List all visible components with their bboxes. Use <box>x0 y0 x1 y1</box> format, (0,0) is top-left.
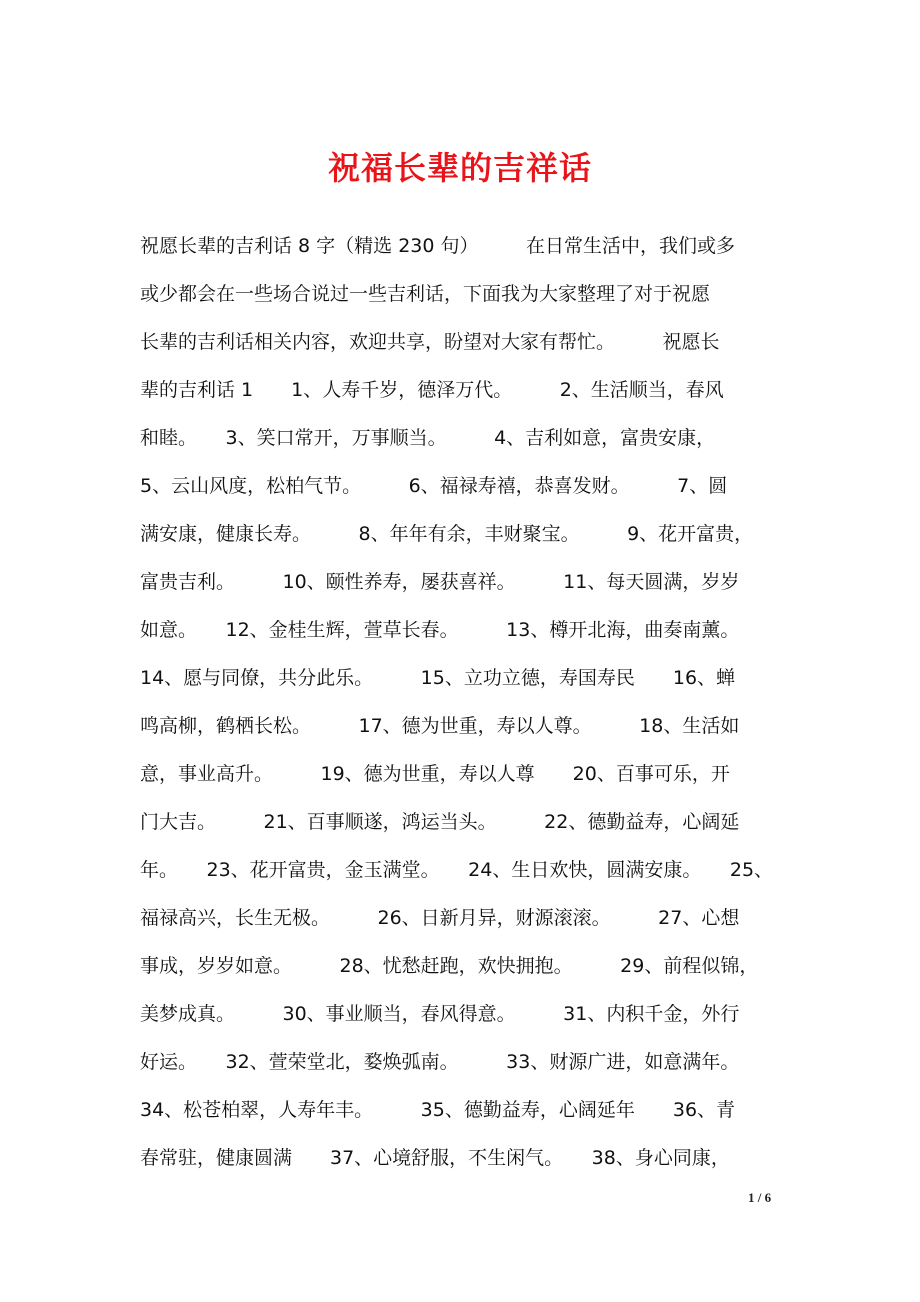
page-number: 1 / 6 <box>748 1190 772 1205</box>
body-line: 34、松苍柏翠，人寿年丰。 35、德勤益寿，心阔延年 36、青 <box>140 1099 736 1121</box>
body-line: 富贵吉利。 10、颐性养寿，屡获喜祥。 11、每天圆满，岁岁 <box>140 571 740 593</box>
body-line: 辈的吉利话 1 1、人寿千岁，德泽万代。 2、生活顺当，春风 <box>140 379 724 401</box>
body-line: 5、云山风度，松柏气节。 6、福禄寿禧，恭喜发财。 7、圆 <box>140 475 728 497</box>
body-line: 满安康，健康长寿。 8、年年有余，丰财聚宝。 9、花开富贵， <box>140 523 754 545</box>
body-line: 事成，岁岁如意。 28、忧愁赶跑，欢快拥抱。 29、前程似锦， <box>140 955 759 977</box>
body-line: 或少都会在一些场合说过一些吉利话，下面我为大家整理了对于祝愿 <box>140 283 711 305</box>
body-line: 年。 23、花开富贵，金玉满堂。 24、生日欢快，圆满安康。 25、 <box>140 859 774 881</box>
document-body <box>140 228 784 1188</box>
body-line: 意，事业高升。 19、德为世重，寿以人尊 20、百事可乐，开 <box>140 763 730 785</box>
body-line: 春常驻，健康圆满 37、心境舒服，不生闲气。 38、身心同康， <box>140 1147 730 1169</box>
body-line: 门大吉。 21、百事顺遂，鸿运当头。 22、德勤益寿，心阔延 <box>140 811 740 833</box>
body-line: 长辈的吉利话相关内容，欢迎共享，盼望对大家有帮忙。 祝愿长 <box>140 331 720 353</box>
body-line: 如意。 12、金桂生辉，萱草长春。 13、樽开北海，曲奏南薰。 <box>140 619 740 641</box>
body-line: 福禄高兴，长生无极。 26、日新月异，财源滚滚。 27、心想 <box>140 907 740 929</box>
body-line: 和睦。 3、笑口常开，万事顺当。 4、吉利如意，富贵安康， <box>140 427 716 449</box>
body-line: 14、愿与同僚，共分此乐。 15、立功立德，寿国寿民 16、蝉 <box>140 667 736 689</box>
body-line: 美梦成真。 30、事业顺当，春风得意。 31、内积千金，外行 <box>140 1003 740 1025</box>
body-line: 好运。 32、萱荣堂北，婺焕弧南。 33、财源广进，如意满年。 <box>140 1051 740 1073</box>
body-line: 鸣高柳，鹤栖长松。 17、德为世重，寿以人尊。 18、生活如 <box>140 715 740 737</box>
body-line: 祝愿长辈的吉利话 8 字（精选 230 句） 在日常生活中，我们或多 <box>140 235 736 257</box>
document-title: 祝福长辈的吉祥话 <box>327 149 592 187</box>
